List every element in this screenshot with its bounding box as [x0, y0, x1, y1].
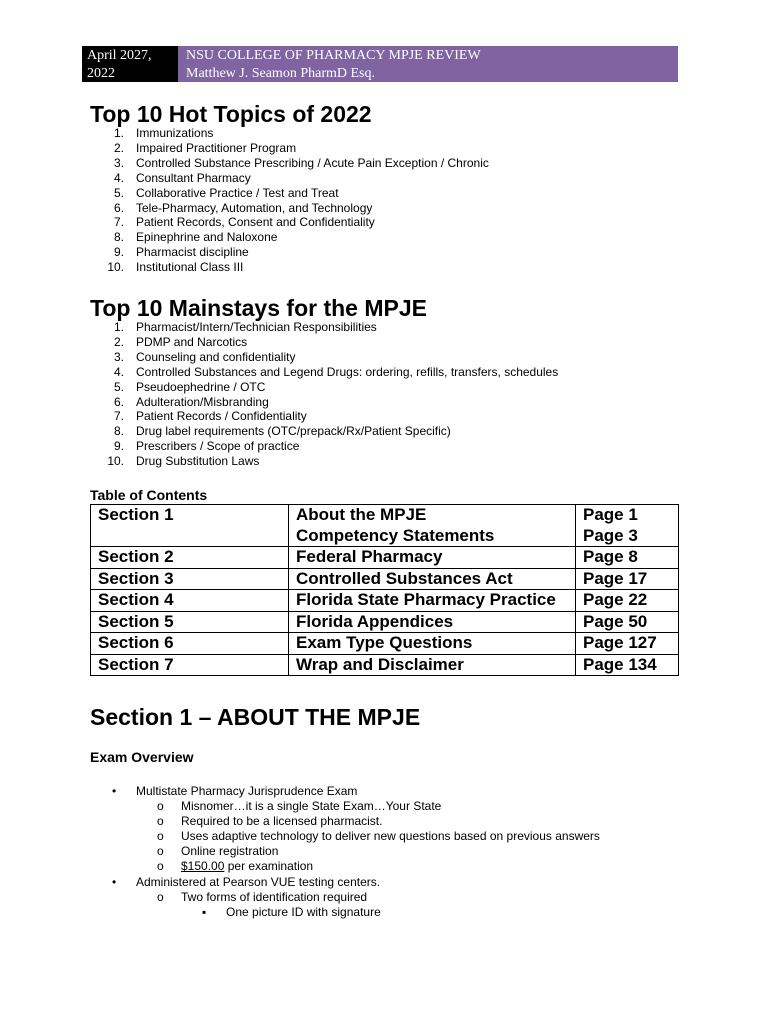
toc-title-text: Florida Appendices [296, 611, 454, 631]
list-item-text: Controlled Substances and Legend Drugs: ordering, refills, transfers, schedules [136, 364, 559, 379]
list-item-number: 2. [113, 334, 124, 349]
list-item-text: Drug Substitution Laws [136, 454, 260, 469]
list-item [90, 126, 489, 141]
sub-bullet-item [157, 829, 600, 844]
toc-title [289, 633, 576, 655]
sub-bullet-item [157, 814, 383, 829]
toc-title [289, 547, 576, 569]
toc-section-text: Section 5 [98, 611, 174, 631]
list-item-text: Collaborative Practice / Test and Treat [136, 185, 339, 200]
toc-title [289, 654, 576, 676]
toc-section-text: Section 1 [98, 505, 174, 524]
toc-title-text: Florida State Pharmacy Practice [296, 590, 556, 609]
list-item [90, 380, 558, 395]
list-item [90, 395, 558, 410]
list-item-text: Adulteration/Misbranding [136, 394, 269, 409]
toc-section [91, 633, 289, 655]
toc-section [91, 654, 289, 676]
list-item-text: Patient Records / Confidentiality [136, 409, 307, 424]
list-item-number: 8. [113, 424, 124, 439]
hot-topics-list [90, 126, 489, 275]
sub-bullet-item [157, 890, 368, 905]
toc-page-text: Page 22 [583, 590, 648, 609]
toc-title [289, 611, 576, 633]
list-item-number: 8. [113, 230, 124, 245]
bullet-marker: • [112, 875, 117, 889]
list-item [90, 245, 489, 260]
header-date [82, 46, 178, 82]
toc-table [90, 504, 679, 676]
toc-page [576, 654, 679, 676]
list-item-number: 4. [113, 364, 124, 379]
hot-topics-heading: Top 10 Hot Topics of 2022 [90, 101, 372, 127]
list-item-number: 5. [113, 185, 124, 200]
toc-title-text: Competency Statements [296, 525, 495, 545]
toc-row [91, 590, 679, 612]
list-item-text: Controlled Substance Prescribing / Acute Pain Exception / Chronic [136, 155, 489, 170]
toc-section-text: Section 3 [98, 568, 174, 588]
sub-bullet-text: Required to be a licensed pharmacist. [181, 814, 383, 828]
sub-bullet-marker: o [157, 829, 164, 843]
list-item [90, 156, 489, 171]
toc-title [289, 505, 576, 547]
toc-title [289, 568, 576, 590]
list-item-number: 10. [107, 260, 124, 275]
list-item-text: Immunizations [136, 126, 214, 140]
list-item [90, 320, 558, 335]
list-item-text: Pseudoephedrine / OTC [136, 379, 266, 394]
list-item-number: 4. [113, 170, 124, 185]
toc-page [576, 590, 679, 612]
bullet-text: Multistate Pharmacy Jurisprudence Exam [136, 784, 358, 798]
list-item [90, 409, 558, 424]
list-item [90, 454, 558, 469]
toc-page [576, 505, 679, 547]
list-item-number: 2. [113, 140, 124, 155]
list-item [90, 141, 489, 156]
toc-title-text: Exam Type Questions [296, 633, 473, 652]
toc-row [91, 547, 679, 569]
toc-section [91, 505, 289, 547]
toc-label: Table of Contents [90, 487, 208, 503]
list-item-text: Drug label requirements (OTC/prepack/Rx/Patient Specific) [136, 424, 451, 439]
sub-sub-bullet-item [202, 905, 381, 920]
sub-bullet-marker: o [157, 890, 164, 904]
list-item-text: Consultant Pharmacy [136, 170, 251, 185]
list-item-text: PDMP and Narcotics [136, 334, 248, 349]
list-item-number: 6. [113, 200, 124, 215]
mainstays-heading: Top 10 Mainstays for the MPJE [90, 295, 427, 321]
exam-fee-amount: $150.00 [181, 859, 225, 873]
sub-bullet-text: Uses adaptive technology to deliver new questions based on previous answers [181, 829, 600, 843]
sub-bullet-text: Online registration [181, 844, 279, 858]
list-item-text: Counseling and confidentiality [136, 349, 296, 364]
sub-bullet-item [157, 799, 442, 814]
sub-sub-bullet-text: One picture ID with signature [226, 905, 381, 919]
page-header [82, 46, 678, 82]
list-item [90, 350, 558, 365]
header-title [178, 46, 678, 82]
list-item-number: 6. [113, 394, 124, 409]
bullet-item [112, 875, 381, 890]
toc-page-text: Page 50 [583, 611, 648, 631]
list-item [90, 201, 489, 216]
bullet-text: Administered at Pearson VUE testing centers. [136, 875, 381, 889]
toc-page [576, 547, 679, 569]
header-date-line2: 2022 [87, 66, 115, 81]
toc-row [91, 633, 679, 655]
toc-page-text: Page 127 [583, 633, 657, 652]
list-item [90, 171, 489, 186]
bullet-item [112, 784, 358, 799]
list-item-text: Pharmacist/Intern/Technician Responsibilities [136, 320, 377, 334]
header-title-line2: Matthew J. Seamon PharmD Esq. [186, 66, 375, 81]
toc-section-text: Section 2 [98, 547, 174, 566]
sub-sub-bullet-marker: ▪ [202, 905, 207, 919]
list-item-number: 3. [113, 155, 124, 170]
toc-page [576, 633, 679, 655]
toc-title-text: Controlled Substances Act [296, 568, 513, 588]
toc-row [91, 654, 679, 676]
list-item [90, 260, 489, 275]
list-item [90, 365, 558, 380]
toc-title-text: Federal Pharmacy [296, 547, 443, 566]
list-item-text: Pharmacist discipline [136, 245, 249, 260]
toc-page-text: Page 134 [583, 654, 657, 674]
sub-bullet-marker: o [157, 844, 164, 858]
toc-title-text: Wrap and Disclaimer [296, 654, 464, 674]
toc-section-text: Section 4 [98, 590, 174, 609]
list-item [90, 439, 558, 454]
toc-section [91, 611, 289, 633]
sub-bullet-marker: o [157, 799, 164, 813]
list-item [90, 215, 489, 230]
list-item-number: 5. [113, 379, 124, 394]
list-item-text: Impaired Practitioner Program [136, 140, 297, 155]
list-item [90, 335, 558, 350]
toc-section [91, 547, 289, 569]
toc-section [91, 568, 289, 590]
sub-bullet-marker: o [157, 859, 164, 873]
list-item-text: Patient Records, Consent and Confidentiality [136, 215, 375, 230]
toc-section [91, 590, 289, 612]
sub-bullet-marker: o [157, 814, 164, 828]
list-item-number: 7. [113, 409, 124, 424]
list-item-number: 7. [113, 215, 124, 230]
toc-row [91, 568, 679, 590]
toc-title-text: About the MPJE [296, 505, 427, 524]
sub-bullet-item [157, 844, 279, 859]
toc-title [289, 590, 576, 612]
toc-section-text: Section 7 [98, 654, 174, 674]
list-item-number: 9. [113, 439, 124, 454]
toc-row [91, 611, 679, 633]
toc-page-text: Page 17 [583, 568, 648, 588]
toc-row [91, 505, 679, 547]
toc-page-text: Page 1 [583, 505, 638, 524]
list-item-number: 3. [113, 349, 124, 364]
toc-page [576, 611, 679, 633]
exam-overview-title: Exam Overview [90, 749, 194, 765]
list-item-number: 1. [113, 126, 124, 140]
mainstays-list [90, 320, 558, 469]
list-item [90, 230, 489, 245]
list-item [90, 424, 558, 439]
list-item-text: Institutional Class III [136, 260, 244, 275]
bullet-marker: • [112, 784, 117, 798]
header-date-line1: April 2027, [87, 48, 152, 63]
list-item-number: 9. [113, 245, 124, 260]
list-item-number: 10. [107, 454, 124, 469]
toc-page [576, 568, 679, 590]
list-item-number: 1. [113, 320, 124, 334]
sub-bullet-text: Two forms of identification required [181, 890, 368, 904]
toc-page-text: Page 8 [583, 547, 638, 566]
list-item-text: Prescribers / Scope of practice [136, 439, 300, 454]
toc-section-text: Section 6 [98, 633, 174, 652]
sub-bullet-text: Misnomer…it is a single State Exam…Your State [181, 799, 442, 813]
list-item [90, 186, 489, 201]
toc-page-text: Page 3 [583, 525, 638, 545]
list-item-text: Tele-Pharmacy, Automation, and Technology [136, 200, 373, 215]
list-item-text: Epinephrine and Naloxone [136, 230, 278, 245]
sub-bullet-item [157, 859, 314, 874]
section1-heading: Section 1 – ABOUT THE MPJE [90, 704, 421, 730]
exam-fee-text: per examination [224, 859, 314, 873]
header-title-line1: NSU COLLEGE OF PHARMACY MPJE REVIEW [186, 48, 481, 63]
